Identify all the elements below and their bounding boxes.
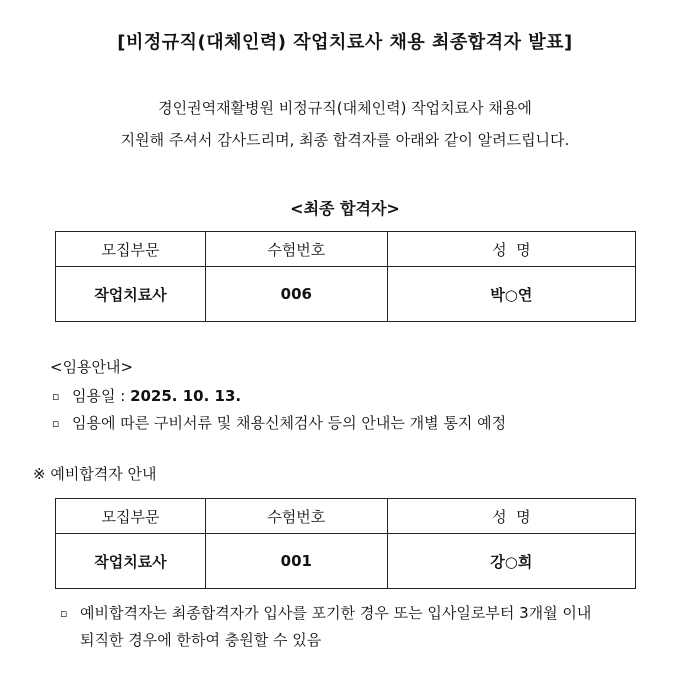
appointment-notice-line	[52, 412, 506, 433]
table-header-row	[56, 232, 636, 267]
date-value: 2025. 10. 13.	[130, 387, 242, 405]
cell-number: 001	[205, 534, 387, 589]
page-title: [비정규직(대체인력) 작업치료사 채용 최종합격자 발표]	[117, 32, 573, 53]
reserve-result-table	[55, 498, 636, 589]
header-name: 성 명	[387, 232, 635, 267]
header-dept: 모집부문	[56, 232, 206, 267]
bullet-icon: ▫	[60, 607, 68, 620]
name-given: 연	[517, 285, 533, 304]
table-header-row	[56, 499, 636, 534]
reserve-note-line-2: 퇴직한 경우에 한하여 충원할 수 있음	[80, 631, 322, 649]
name-family: 박	[490, 285, 505, 304]
cell-number: 006	[205, 267, 387, 322]
bullet-icon: ▫	[52, 417, 60, 430]
final-section-heading: <최종 합격자>	[290, 199, 400, 218]
reserve-note-line-1	[60, 602, 591, 623]
cell-dept: 작업치료사	[56, 267, 206, 322]
header-name: 성 명	[387, 499, 635, 534]
name-mask-mark: ○	[504, 285, 518, 304]
appointment-date-line	[52, 385, 241, 406]
appointment-heading: <임용안내>	[50, 358, 134, 376]
table-row	[56, 534, 636, 589]
header-number: 수험번호	[205, 232, 387, 267]
name-mask-mark: ○	[504, 552, 518, 571]
cell-name	[387, 267, 635, 322]
intro-line-1: 경인권역재활병원 비정규직(대체인력) 작업치료사 채용에	[158, 99, 532, 117]
appointment-notice: 임용에 따른 구비서류 및 채용신체검사 등의 안내는 개별 통지 예정	[72, 414, 507, 432]
name-family: 강	[490, 552, 505, 571]
intro-paragraph	[0, 92, 690, 156]
reserve-note-1: 예비합격자는 최종합격자가 입사를 포기한 경우 또는 입사일로부터 3개월 이내	[80, 604, 592, 622]
cell-dept: 작업치료사	[56, 534, 206, 589]
bullet-icon: ▫	[52, 390, 60, 403]
cell-name	[387, 534, 635, 589]
header-number: 수험번호	[205, 499, 387, 534]
reserve-heading: ※ 예비합격자 안내	[33, 465, 157, 483]
name-given: 희	[517, 552, 533, 571]
table-row	[56, 267, 636, 322]
header-dept: 모집부문	[56, 499, 206, 534]
final-result-table	[55, 231, 636, 322]
intro-line-2: 지원해 주셔서 감사드리며, 최종 합격자를 아래와 같이 알려드립니다.	[120, 131, 570, 149]
date-label: 임용일 :	[72, 387, 131, 405]
